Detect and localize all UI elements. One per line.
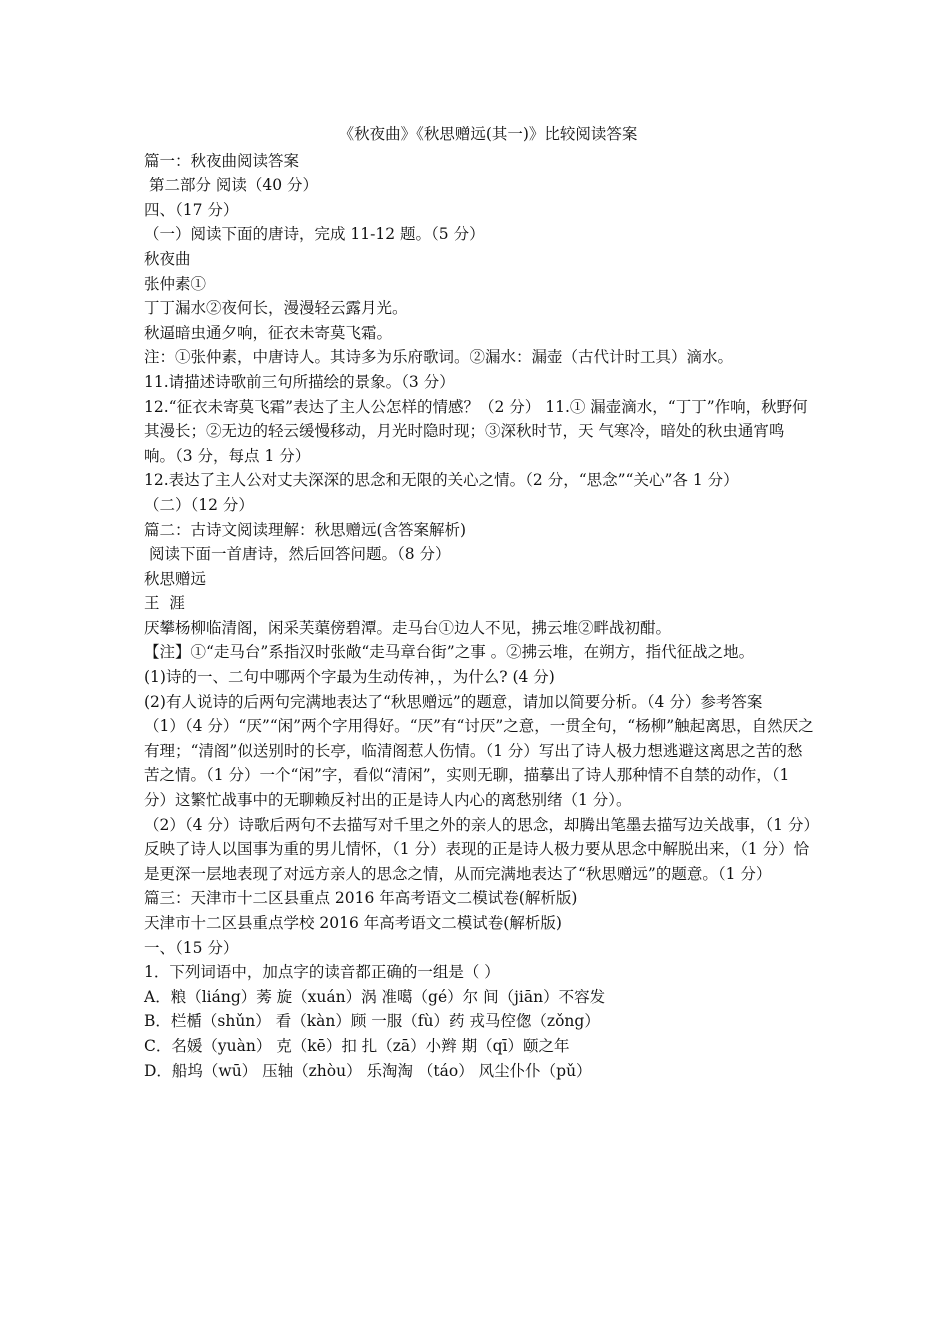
option-b: B．栏楯（shǔn） 看（kàn）顾 一服（fù）药 戎马倥偬（zǒng） [144,1012,600,1031]
question-pinyin: 1．下列词语中，加点字的读音都正确的一组是（ ） [144,963,500,982]
poem-line-1: 丁丁漏水②夜何长，漫漫轻云露月光。 [144,299,408,318]
poem-author-1: 张仲素① [144,274,207,293]
poem-note-2: 【注】①“走马台”系指汉时张敞“走马章台街”之事 。②拂云堆，在朔方，指代征战之地。 [144,643,755,662]
text-line-3: 四、（17 分） [144,200,239,219]
poem-author-2: 王 涯 [144,594,185,613]
part-two-heading: 篇二：古诗文阅读理解：秋思赠远(含答案解析) [144,520,467,539]
poem-line-2: 秋逼暗虫通夕响，征衣未寄莫飞霜。 [144,323,393,342]
text-line-1: 篇一：秋夜曲阅读答案 [144,151,300,170]
poem-title-2: 秋思赠远 [144,569,207,588]
document-page [144,122,814,1083]
option-d: D．船坞（wū） 压轴（zhòu） 乐淘淘 （táo） 风尘仆仆（pǔ） [144,1061,592,1080]
answer-1: （1）（4 分）“厌”“闲”两个字用得好。“厌”有“讨厌”之意，一贯全句，“杨柳”触起离思，自然厌之有理；“清阁”似送别时的长亭，临清阁惹人伤情。（1 分）写出了诗人极力想逃避这离思之苦的愁苦之情。（1 分）一个“闲”字，看似“清闲”，实则无聊，描摹出了诗人那种情不自禁的动作，（1 分）这繁忙战事中的无聊赖反衬出的正是诗人内心的离愁别绪（1 分）。 [144,717,814,810]
answer-12: 12.表达了主人公对丈夫深深的思念和无限的关心之情。（2 分，“思念”“关心”各 1 分） [144,471,739,490]
exam-title: 天津市十二区县重点学校 2016 年高考语文二模试卷(解析版) [144,914,562,932]
poem-title-1: 秋夜曲 [144,249,191,268]
reading-instruction: 阅读下面一首唐诗，然后回答问题。（8 分） [144,545,451,564]
question-2: (2)有人说诗的后两句完满地表达了“秋思赠远”的题意，请加以简要分析。（4 分）参考答案 [144,692,763,711]
option-c: C．名媛（yuàn） 克（kē）扣 扎（zā）小辫 期（qī）颐之年 [144,1036,570,1055]
section-two-heading: （二）（12 分） [144,495,254,514]
question-12-answer-11: 12.“征衣未寄莫飞霜”表达了主人公怎样的情感？（2 分） 11.① 漏壶滴水，“丁丁”作响，秋野何其漫长；②无边的轻云缓慢移动，月光时隐时现；③深秋时节，天 气寒冷，暗处的秋虫通宵鸣响。（3 分，每点 1 分） [144,397,808,465]
answer-2: （2）（4 分）诗歌后两句不去描写对千里之外的亲人的思念，却腾出笔墨去描写边关战事，（1 分）反映了诗人以国事为重的男儿情怀，（1 分）表现的正是诗人极力要从思念中解脱出来，（1 分）恰是更深一层地表现了对远方亲人的思念之情，从而完满地表达了“秋思赠远”的题意。（1 分） [144,815,812,883]
option-a: A．粮（liáng）莠 旋（xuán）涡 准噶（gé）尔 间（jiān）不容发 [144,987,606,1006]
question-11: 11.请描述诗歌前三句所描绘的景象。（3 分） [144,372,455,391]
text-line-2: 第二部分 阅读（40 分） [144,176,319,195]
section-one-heading: 一、（15 分） [144,938,239,957]
question-1: (1)诗的一、二句中哪两个字最为生动传神，，为什么? (4 分) [144,668,555,687]
poem-text-2: 厌攀杨柳临清阁，闲采芙蕖傍碧潭。走马台①边人不见，拂云堆②畔战初酣。 [144,618,672,637]
text-line-4: （一）阅读下面的唐诗，完成 11-12 题。（5 分） [144,225,485,244]
poem-note-1: 注：①张仲素，中唐诗人。其诗多为乐府歌词。②漏水：漏壶（古代计时工具）滴水。 [144,348,734,367]
part-three-heading: 篇三：天津市十二区县重点 2016 年高考语文二模试卷(解析版) [144,889,578,908]
document-title: 《秋夜曲》《秋思赠远(其一)》比较阅读答案 [338,125,638,143]
